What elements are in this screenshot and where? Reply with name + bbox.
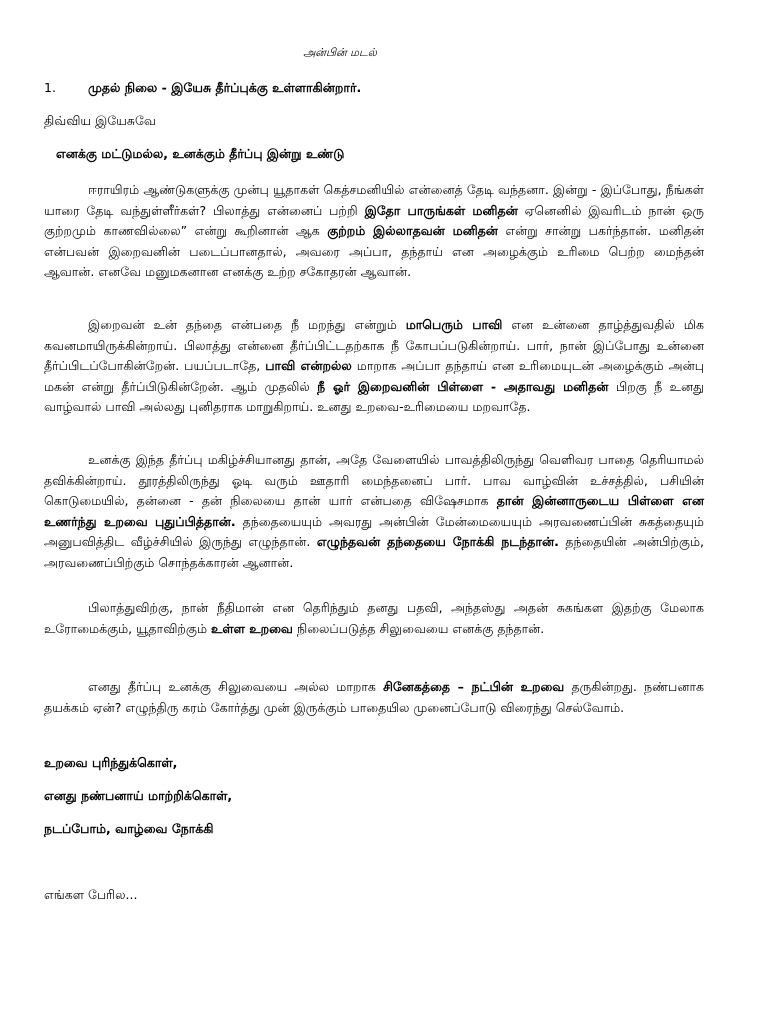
p3-bold-2: எழுந்தவன் தந்தையை நோக்கி நடந்தான்.	[316, 534, 559, 550]
p1-bold-1: இதோ பாருங்கள் மனிதன்	[364, 202, 518, 218]
p1-bold-2: குற்றம் இல்லாதவன் மனிதன்	[327, 223, 498, 239]
p1-text-3: என்று சான்று பகர்ந்தான். மனிதன் என்பவன் இறைவனின் படைப்பானதால், அவரை அப்பா, தந்தாய் என அழைக்கும் உரிமை பெற்ற மைந்தன் ஆவான். எனவே மனுமகனான எனக்கு உற்ற சகோதரன் ஆவான்.	[44, 223, 704, 280]
closing-line-1: உறவை புரிந்துக்கொள்,	[44, 755, 178, 770]
paragraph-3	[44, 450, 704, 574]
p2-text-2: என உன்னை தாழ்த்துவதில் மிக கவனமாயிருக்கின்றாய். பிலாத்து என்னை தீர்ப்பிட்டதற்காக நீ கோபப்படுகின்றாய். பார், நான் இப்போது உன்னை தீர்ப்பிடப்போகின்றேன். பயப்படாதே,	[44, 317, 704, 374]
document-header: அன்பின் மடல்	[303, 46, 377, 59]
p3-text-3: தந்தையின் அன்பிற்கும், அரவணைப்பிற்கும் சொந்தக்காரன் ஆனான்.	[44, 534, 704, 570]
heading-text: முதல் நிலை - இயேசு தீர்ப்புக்கு உள்ளாகின்றார்.	[88, 80, 362, 95]
p5-text-2: தருகின்றது. நண்பனாக தயக்கம் ஏன்? எழுந்திரு கரம் கோர்த்து முன் இருக்கும் பாதையில முனைப்போடு விரைந்து செல்வோம்.	[44, 679, 704, 715]
salutation: திவ்விய இயேசுவே	[44, 113, 156, 128]
p4-text-2: நிலைப்படுத்த சிலுவையை எனக்கு தந்தான்.	[292, 620, 545, 636]
paragraph-1	[44, 180, 704, 283]
signoff: எங்கள பேரில...	[44, 887, 138, 902]
p3-bold-1: தான் இன்னாருடைய பிள்ளை என உணர்ந்து உறவை புதுப்பித்தான்.	[44, 493, 704, 529]
p2-text: இறைவன் உன் தந்தை என்பதை நீ மறந்து என்றும்	[88, 317, 406, 332]
p1-text-2: ஏனெனில் இவரிடம் நான் ஒரு குற்றமும் காணவில்லை” என்று கூறினான் ஆக	[44, 202, 704, 239]
p5-bold-1: சினேகத்தை – நட்பின் உறவை	[383, 679, 565, 694]
heading-number: 1.	[44, 80, 56, 95]
closing-line-3: நடப்போம், வாழ்வை நோக்கி	[44, 821, 214, 836]
paragraph-2	[44, 315, 704, 418]
p4-bold-1: உள்ள உறவை	[211, 620, 293, 636]
p2-text-3: மாறாக அப்பா தந்தாய் என உரிமையுடன் அழைக்கும் அன்பு மகன் என்று தீர்ப்பிடுகின்றேன். ஆம் முதலில்	[44, 358, 704, 394]
p2-text-4: பிறகு நீ உனது வாழ்வால் பாவி அல்லது புனிதராக மாறுகிறாய். உனது உறவை-உரிமையை மறவாதே.	[44, 378, 704, 415]
p2-bold-1: மாபெரும் பாவி	[405, 317, 503, 332]
subtitle: எனக்கு மட்டுமல்ல, உனக்கும் தீர்ப்பு இன்று உண்டு	[56, 146, 345, 161]
p4-text: பிலாத்துவிற்கு, நான் நீதிமான் என தெரிந்தும் தனது பதவி, அந்தஸ்து அதன் சுகங்கள இதற்கு மேலாக உரோமைக்கும், யூதாவிற்கும்	[44, 600, 704, 636]
closing-line-2: எனது நண்பனாய் மாற்றிக்கொள்,	[44, 788, 233, 803]
paragraph-4	[44, 598, 704, 639]
p1-text: ஈராயிரம் ஆண்டுகளுக்கு முன்பு யூதாகள் கெத்சமனியில் என்னைத் தேடி வந்தனா. இன்று - இப்போது, நீங்கள் யாரை தேடி வந்துள்ளீர்கள்? பிலாத்து என்னைப் பற்றி	[44, 182, 704, 218]
p2-bold-3: நீ ஓர் இறைவனின் பிள்ளை - அதாவது மனிதன்	[317, 378, 609, 394]
p5-text: எனது தீர்ப்பு உனக்கு சிலுவையை அல்ல மாறாக	[88, 679, 384, 694]
p3-text: உனக்கு இந்த தீர்ப்பு மகிழ்ச்சியானது தான், அதே வேளையில் பாவத்திலிருந்து வெளிவர பாதை தெரியாமல் தவிக்கின்றாய். தூரத்திலிருந்து ஓடி வரும் ஊதாரி மைந்தனைப் பார். பாவ வாழ்வின் உச்சத்தில், பசியின் கொடுமையில், தன்னை - தன் நிலையை தான் யார் என்பதை விஷேசமாக	[44, 452, 704, 509]
p2-bold-2: பாவி என்றல்ல	[265, 358, 352, 374]
paragraph-5	[44, 677, 704, 718]
section-heading	[44, 80, 361, 97]
p3-text-2: தந்தையையும் அவரது அன்பின் மேன்மையையும் அரவணைப்பின் சுகத்தையும் அனுபவித்திட வீழ்ச்சியில் இருந்து எழுந்தான்.	[44, 513, 704, 550]
